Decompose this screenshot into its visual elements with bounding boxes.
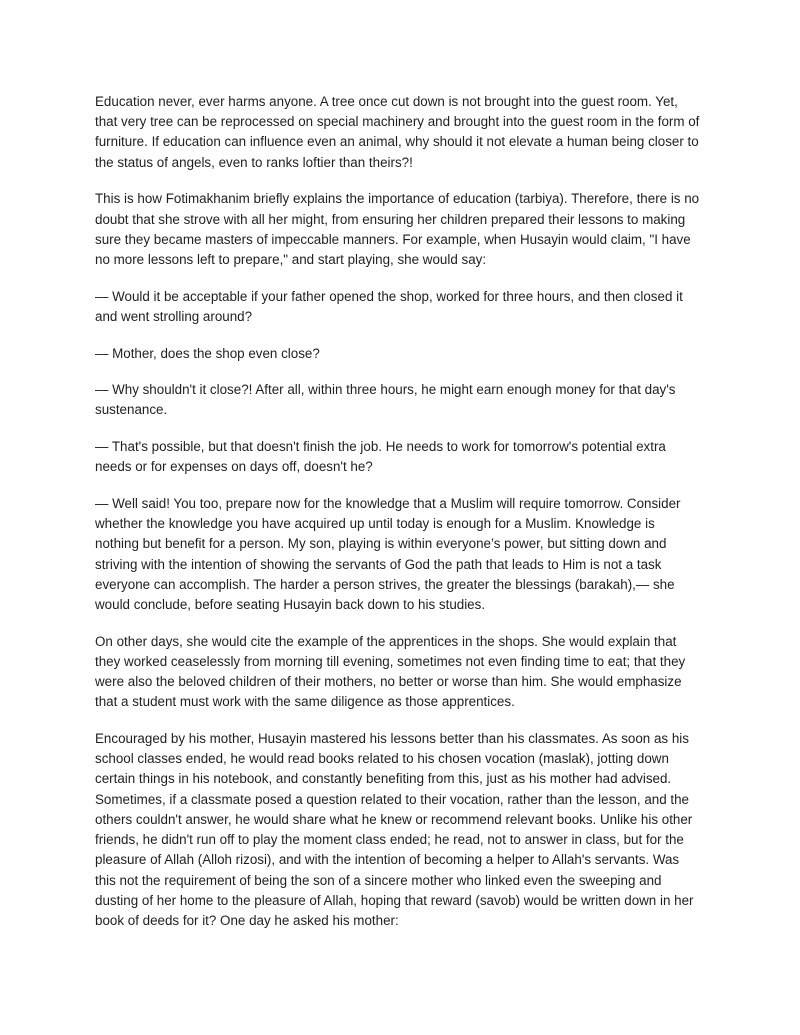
paragraph-husayin-studies: Encouraged by his mother, Husayin mastered his lessons better than his classmates. As soon as his school classes ended, he would read books related to his chosen vocation (maslak), jotting down certain things in his notebook, and constantly benefiting from this, just as his mother had advised. Sometimes, if a classmate posed a question related to their vocation, rather than the lesson, and the others couldn't answer, he would share what he knew or recommend relevant books. Unlike his other friends, he didn't run off to play the moment class ended; he read, not to answer in class, but for the pleasure of Allah (Alloh rizosi), and with the intention of becoming a helper to Allah's servants. Was this not the requirement of being the son of a sincere mother who linked even the sweeping and dusting of her home to the pleasure of Allah, hoping that reward (savob) would be written down in her book of deeds for it? One day he asked his mother: — [95, 731, 694, 928]
dialogue-line-well-said: — Well said! You too, prepare now for the knowledge that a Muslim will require tomorrow. Consider whether the knowledge you have acquired up until today is enough for a Muslim. Knowledge is nothing but benefit for a person. My son, playing is within everyone’s power, but sitting down and striving with the intention of showing the servants of God the path that leads to Him is not a task everyone can accomplish. The harder a person strives, the greater the blessings (barakah),— she would conclude, before seating Husayin back down to his studies. — [95, 496, 681, 613]
paragraph-fotimakhanim-explains: This is how Fotimakhanim briefly explains the importance of education (tarbiya). Therefore, there is no doubt that she strove with all her might, from ensuring her children prepared their lessons to making sure they became masters of impeccable manners. For example, when Husayin would claim, "I have no more lessons left to prepare," and start playing, she would say: — [95, 191, 700, 267]
dialogue-line-three-hours: — Why shouldn't it close?! After all, within three hours, he might earn enough money for that day's sustenance. — [95, 382, 676, 418]
paragraph-apprentices: On other days, she would cite the example of the apprentices in the shops. She would explain that they worked ceaselessly from morning till evening, sometimes not even finding time to eat; that they were also the beloved children of their mothers, no better or worse than him. She would emphasize that a student must work with the same diligence as those apprentices. — [95, 633, 686, 710]
dialogue-line-shop-close: — Mother, does the shop even close? — [95, 345, 320, 361]
paragraph-education-intro: Education never, ever harms anyone. A tree once cut down is not brought into the guest room. Yet, that very tree can be reprocessed on special machinery and brought into the guest room in the form of furniture. If education can influence even an animal, why should it not elevate a human being closer to the status of angels, even to ranks loftier than theirs?! — [95, 94, 700, 170]
dialogue-line-tomorrow-needs: — That's possible, but that doesn't finish the job. He needs to work for tomorrow's potential extra needs or for expenses on days off, doesn't he? — [95, 439, 666, 475]
dialogue-line-father-shop: — Would it be acceptable if your father opened the shop, worked for three hours, and then closed it and went strolling around? — [95, 288, 683, 324]
